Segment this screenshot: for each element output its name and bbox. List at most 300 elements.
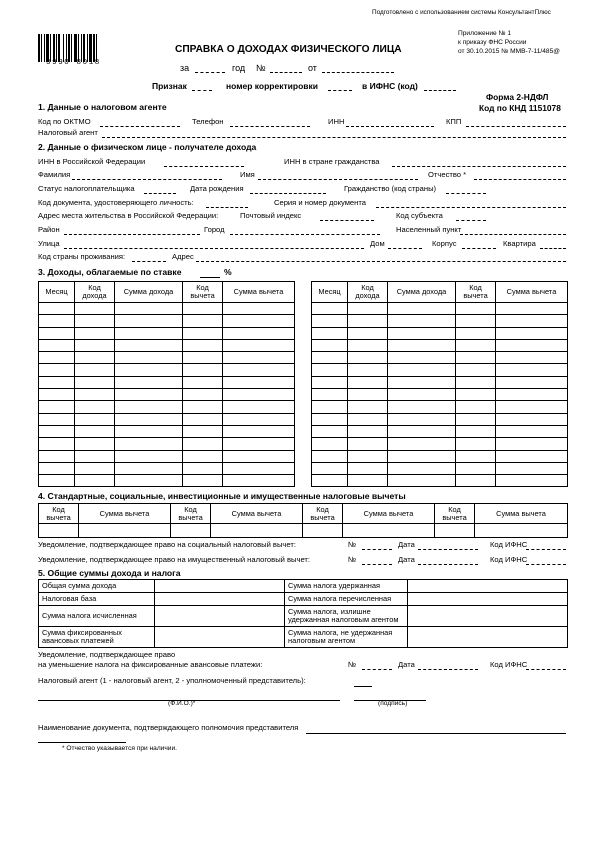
deduction-code-cell[interactable] bbox=[303, 524, 343, 538]
table-cell[interactable] bbox=[348, 413, 388, 425]
table-header-row bbox=[39, 282, 295, 303]
table-row bbox=[312, 352, 568, 364]
postcode-field[interactable] bbox=[320, 220, 374, 221]
table-cell[interactable] bbox=[115, 438, 183, 450]
col-deduction-code: Код вычета bbox=[171, 504, 211, 524]
label-name: Имя bbox=[240, 170, 255, 179]
notice-fixed-line-1: Уведомление, подтверждающее право bbox=[38, 650, 176, 659]
col-month: Месяц bbox=[39, 282, 75, 303]
label-phone: Телефон bbox=[192, 117, 224, 126]
table-cell[interactable] bbox=[456, 376, 496, 388]
table-cell[interactable] bbox=[223, 401, 295, 413]
table-cell[interactable] bbox=[388, 376, 456, 388]
table-cell[interactable] bbox=[39, 352, 75, 364]
label-building: Корпус bbox=[432, 239, 457, 248]
table-cell[interactable] bbox=[496, 315, 568, 327]
tax-withheld-value[interactable] bbox=[408, 580, 568, 593]
tax-base-value[interactable] bbox=[155, 593, 285, 606]
agent-field[interactable] bbox=[102, 137, 566, 138]
barcode-number: 3990 8018 bbox=[46, 59, 101, 67]
table-cell[interactable] bbox=[115, 413, 183, 425]
table-cell[interactable] bbox=[348, 327, 388, 339]
page-title: СПРАВКА О ДОХОДАХ ФИЗИЧЕСКОГО ЛИЦА bbox=[175, 44, 402, 55]
year-field[interactable] bbox=[195, 72, 225, 73]
table-row bbox=[312, 389, 568, 401]
fixed-date-field[interactable] bbox=[418, 669, 478, 670]
table-cell[interactable] bbox=[183, 450, 223, 462]
table-cell[interactable] bbox=[115, 462, 183, 474]
property-date-field[interactable] bbox=[418, 564, 478, 565]
table-cell[interactable] bbox=[456, 303, 496, 315]
table-cell[interactable] bbox=[39, 376, 75, 388]
name-field[interactable] bbox=[258, 179, 418, 180]
table-cell[interactable] bbox=[456, 438, 496, 450]
agent-type-field[interactable] bbox=[354, 686, 372, 687]
table-cell[interactable] bbox=[223, 475, 295, 487]
label-agent: Налоговый агент bbox=[38, 128, 98, 137]
deduction-sum-cell[interactable] bbox=[211, 524, 303, 538]
table-cell[interactable] bbox=[223, 438, 295, 450]
table-cell[interactable] bbox=[115, 364, 183, 376]
table-cell[interactable] bbox=[348, 376, 388, 388]
doc-code-field[interactable] bbox=[206, 207, 248, 208]
table-cell[interactable] bbox=[388, 413, 456, 425]
table-cell[interactable] bbox=[496, 352, 568, 364]
label-doc-code: Код документа, удостоверяющего личность: bbox=[38, 198, 194, 207]
table-cell[interactable] bbox=[312, 389, 348, 401]
table-cell[interactable] bbox=[183, 475, 223, 487]
deductions-table bbox=[38, 503, 568, 538]
table-cell[interactable] bbox=[456, 315, 496, 327]
table-cell[interactable] bbox=[456, 339, 496, 351]
col-deduction-sum: Сумма вычета bbox=[343, 504, 435, 524]
table-cell[interactable] bbox=[115, 401, 183, 413]
label-address: Адрес bbox=[172, 252, 194, 261]
table-cell[interactable] bbox=[388, 339, 456, 351]
table-cell[interactable] bbox=[496, 438, 568, 450]
doc-name-field[interactable] bbox=[306, 733, 566, 734]
table-cell[interactable] bbox=[75, 389, 115, 401]
tax-transferred-value[interactable] bbox=[408, 593, 568, 606]
label-ifns: в ИФНС (код) bbox=[362, 81, 418, 91]
table-cell[interactable] bbox=[115, 425, 183, 437]
table-row bbox=[312, 438, 568, 450]
table-cell[interactable] bbox=[223, 425, 295, 437]
barcode-bar bbox=[83, 34, 85, 62]
table-row bbox=[312, 462, 568, 474]
table-cell[interactable] bbox=[115, 315, 183, 327]
table-row bbox=[312, 364, 568, 376]
income-table-left bbox=[38, 281, 295, 487]
apartment-field[interactable] bbox=[540, 248, 566, 249]
table-row bbox=[39, 303, 295, 315]
table-cell[interactable] bbox=[183, 438, 223, 450]
table-cell[interactable] bbox=[75, 438, 115, 450]
signature-caption: (подпись) bbox=[378, 700, 408, 707]
deduction-sum-cell[interactable] bbox=[343, 524, 435, 538]
label-address-rf: Адрес места жительства в Российской Федерации: bbox=[38, 211, 219, 220]
table-cell[interactable] bbox=[312, 462, 348, 474]
section5-title: 5. Общие суммы дохода и налога bbox=[38, 568, 181, 578]
table-cell[interactable] bbox=[496, 425, 568, 437]
table-cell[interactable] bbox=[75, 450, 115, 462]
table-cell[interactable] bbox=[39, 339, 75, 351]
barcode-bar bbox=[89, 34, 92, 62]
table-row bbox=[39, 438, 295, 450]
table-header-row bbox=[39, 504, 568, 524]
label-korr: номер корректировки bbox=[226, 81, 318, 91]
doc-name-label: Наименование документа, подтверждающего полномочия представителя bbox=[38, 723, 299, 732]
deduction-code-cell[interactable] bbox=[171, 524, 211, 538]
label-no: № bbox=[348, 555, 357, 564]
table-cell[interactable] bbox=[115, 450, 183, 462]
label-ifns-code: Код ИФНС bbox=[490, 540, 528, 549]
table-cell[interactable] bbox=[223, 413, 295, 425]
table-cell[interactable] bbox=[388, 352, 456, 364]
priznak-field[interactable] bbox=[192, 90, 212, 91]
table-row bbox=[39, 524, 568, 538]
table-cell[interactable] bbox=[312, 413, 348, 425]
tax-not-withheld-value[interactable] bbox=[408, 627, 568, 648]
table-cell[interactable] bbox=[223, 450, 295, 462]
district-field[interactable] bbox=[64, 234, 200, 235]
table-row bbox=[39, 352, 295, 364]
table-cell[interactable] bbox=[115, 376, 183, 388]
table-cell[interactable] bbox=[223, 339, 295, 351]
total-income-value[interactable] bbox=[155, 580, 285, 593]
table-cell[interactable] bbox=[348, 315, 388, 327]
deduction-code-cell[interactable] bbox=[435, 524, 475, 538]
street-field[interactable] bbox=[64, 248, 364, 249]
table-cell[interactable] bbox=[39, 401, 75, 413]
table-cell[interactable] bbox=[388, 475, 456, 487]
surname-field[interactable] bbox=[72, 179, 222, 180]
table-cell[interactable] bbox=[223, 327, 295, 339]
table-cell[interactable] bbox=[183, 339, 223, 351]
phone-field[interactable] bbox=[230, 126, 310, 127]
label-postcode: Почтовый индекс bbox=[240, 211, 302, 220]
rate-field[interactable] bbox=[200, 277, 220, 278]
table-cell[interactable] bbox=[388, 438, 456, 450]
label-ifns-code: Код ИФНС bbox=[490, 660, 528, 669]
table-cell[interactable] bbox=[39, 413, 75, 425]
label-house: Дом bbox=[370, 239, 385, 248]
table-row bbox=[39, 401, 295, 413]
region-field[interactable] bbox=[456, 220, 486, 221]
table-row bbox=[39, 339, 295, 351]
table-cell[interactable] bbox=[388, 425, 456, 437]
table-cell[interactable] bbox=[183, 364, 223, 376]
table-cell[interactable] bbox=[496, 401, 568, 413]
barcode-bar bbox=[56, 34, 57, 62]
table-cell[interactable] bbox=[183, 327, 223, 339]
table-cell[interactable] bbox=[39, 438, 75, 450]
col-deduction-sum: Сумма вычета bbox=[211, 504, 303, 524]
table-cell[interactable] bbox=[348, 352, 388, 364]
social-no-field[interactable] bbox=[362, 549, 392, 550]
header-note: Подготовлено с использованием системы КонсультантПлюс bbox=[372, 9, 551, 16]
kpp-field[interactable] bbox=[466, 126, 566, 127]
table-cell[interactable] bbox=[75, 425, 115, 437]
table-cell[interactable] bbox=[456, 450, 496, 462]
table-cell[interactable] bbox=[312, 327, 348, 339]
table-cell[interactable] bbox=[388, 462, 456, 474]
table-cell[interactable] bbox=[39, 462, 75, 474]
house-field[interactable] bbox=[388, 248, 422, 249]
table-cell[interactable] bbox=[456, 352, 496, 364]
property-ifns-field[interactable] bbox=[526, 564, 566, 565]
label-status: Статус налогоплательщика bbox=[38, 184, 135, 193]
table-cell[interactable] bbox=[75, 339, 115, 351]
table-cell[interactable] bbox=[312, 425, 348, 437]
table-row bbox=[39, 580, 568, 593]
table-cell[interactable] bbox=[183, 401, 223, 413]
label-date: Дата bbox=[398, 555, 415, 564]
notice-social: Уведомление, подтверждающее право на социальный налоговый вычет: bbox=[38, 540, 296, 549]
settlement-field[interactable] bbox=[460, 234, 566, 235]
table-cell[interactable] bbox=[496, 327, 568, 339]
table-cell[interactable] bbox=[223, 352, 295, 364]
table-cell[interactable] bbox=[75, 315, 115, 327]
table-cell[interactable] bbox=[456, 425, 496, 437]
table-header-row bbox=[312, 282, 568, 303]
label-patronymic: Отчество * bbox=[428, 170, 467, 179]
table-cell[interactable] bbox=[388, 401, 456, 413]
col-income-code: Код дохода bbox=[348, 282, 388, 303]
deduction-sum-cell[interactable] bbox=[475, 524, 568, 538]
ifns-field[interactable] bbox=[424, 90, 456, 91]
table-cell[interactable] bbox=[115, 327, 183, 339]
fixed-ifns-field[interactable] bbox=[526, 669, 566, 670]
table-cell[interactable] bbox=[223, 376, 295, 388]
table-cell[interactable] bbox=[183, 413, 223, 425]
label-district: Район bbox=[38, 225, 60, 234]
table-cell[interactable] bbox=[39, 389, 75, 401]
col-income-sum: Сумма дохода bbox=[115, 282, 183, 303]
table-cell[interactable] bbox=[39, 315, 75, 327]
table-cell[interactable] bbox=[496, 389, 568, 401]
table-cell[interactable] bbox=[223, 303, 295, 315]
table-cell[interactable] bbox=[312, 376, 348, 388]
table-cell[interactable] bbox=[223, 389, 295, 401]
table-cell[interactable] bbox=[496, 376, 568, 388]
table-cell[interactable] bbox=[75, 413, 115, 425]
social-ifns-field[interactable] bbox=[526, 549, 566, 550]
table-cell[interactable] bbox=[75, 364, 115, 376]
city-field[interactable] bbox=[230, 234, 380, 235]
table-cell[interactable] bbox=[456, 475, 496, 487]
table-cell[interactable] bbox=[456, 462, 496, 474]
table-cell[interactable] bbox=[312, 303, 348, 315]
barcode-bar bbox=[96, 34, 97, 62]
table-row bbox=[312, 401, 568, 413]
appendix-line-2: к приказу ФНС России bbox=[458, 39, 527, 46]
table-cell[interactable] bbox=[312, 450, 348, 462]
citizenship-field[interactable] bbox=[446, 193, 486, 194]
table-row bbox=[39, 475, 295, 487]
table-cell[interactable] bbox=[388, 450, 456, 462]
korr-field[interactable] bbox=[328, 90, 352, 91]
table-cell[interactable] bbox=[39, 364, 75, 376]
social-date-field[interactable] bbox=[418, 549, 478, 550]
label-no: № bbox=[348, 660, 357, 669]
tax-calculated-value[interactable] bbox=[155, 606, 285, 627]
label-priznak: Признак bbox=[152, 81, 187, 91]
table-cell[interactable] bbox=[39, 475, 75, 487]
table-cell[interactable] bbox=[115, 303, 183, 315]
barcode-bar bbox=[53, 34, 55, 62]
table-cell[interactable] bbox=[115, 475, 183, 487]
table-cell[interactable] bbox=[312, 475, 348, 487]
table-cell[interactable] bbox=[183, 303, 223, 315]
table-cell[interactable] bbox=[496, 364, 568, 376]
table-cell[interactable] bbox=[496, 462, 568, 474]
table-cell[interactable] bbox=[183, 352, 223, 364]
table-cell[interactable] bbox=[312, 364, 348, 376]
table-cell[interactable] bbox=[388, 389, 456, 401]
inn-cit-field[interactable] bbox=[392, 166, 566, 167]
label-date: Дата bbox=[398, 660, 415, 669]
table-row bbox=[39, 364, 295, 376]
label-inn: ИНН bbox=[328, 117, 345, 126]
label-za: за bbox=[180, 63, 190, 73]
label-date: Дата bbox=[398, 540, 415, 549]
deduction-code-cell[interactable] bbox=[39, 524, 79, 538]
label-country-code: Код страны проживания: bbox=[38, 252, 126, 261]
table-cell[interactable] bbox=[312, 401, 348, 413]
address-field[interactable] bbox=[196, 261, 566, 262]
appendix-line-1: Приложение № 1 bbox=[458, 30, 512, 37]
table-cell[interactable] bbox=[75, 401, 115, 413]
barcode-bar bbox=[44, 34, 45, 62]
section1-title: 1. Данные о налоговом агенте bbox=[38, 102, 167, 112]
table-cell[interactable] bbox=[39, 303, 75, 315]
table-cell[interactable] bbox=[39, 425, 75, 437]
table-cell[interactable] bbox=[496, 303, 568, 315]
table-cell[interactable] bbox=[348, 425, 388, 437]
barcode-bar bbox=[46, 34, 49, 62]
tax-overwithheld-value[interactable] bbox=[408, 606, 568, 627]
patronymic-field[interactable] bbox=[474, 179, 566, 180]
table-cell[interactable] bbox=[223, 315, 295, 327]
status-field[interactable] bbox=[144, 193, 176, 194]
table-cell[interactable] bbox=[223, 462, 295, 474]
tax-not-withheld-label: Сумма налога, не удержанная налоговым агентом bbox=[285, 627, 408, 648]
table-cell[interactable] bbox=[39, 327, 75, 339]
table-cell[interactable] bbox=[183, 389, 223, 401]
table-row bbox=[39, 606, 568, 627]
tax-overwithheld-label: Сумма налога, излишне удержанная налоговым агентом bbox=[285, 606, 408, 627]
table-cell[interactable] bbox=[456, 401, 496, 413]
form-name: Форма 2-НДФЛ bbox=[486, 92, 549, 102]
col-deduction-sum: Сумма вычета bbox=[475, 504, 568, 524]
table-cell[interactable] bbox=[388, 315, 456, 327]
tax-calculated-label: Сумма налога исчисленная bbox=[39, 606, 155, 627]
table-cell[interactable] bbox=[312, 438, 348, 450]
table-cell[interactable] bbox=[183, 425, 223, 437]
table-cell[interactable] bbox=[183, 315, 223, 327]
table-cell[interactable] bbox=[496, 413, 568, 425]
table-cell[interactable] bbox=[115, 352, 183, 364]
country-code-field[interactable] bbox=[132, 261, 166, 262]
table-cell[interactable] bbox=[348, 438, 388, 450]
tax-base-label: Налоговая база bbox=[39, 593, 155, 606]
knd-code: Код по КНД 1151078 bbox=[479, 103, 561, 113]
table-cell[interactable] bbox=[115, 339, 183, 351]
table-cell[interactable] bbox=[75, 376, 115, 388]
number-field[interactable] bbox=[270, 72, 302, 73]
label-region: Код субъекта bbox=[396, 211, 443, 220]
table-cell[interactable] bbox=[456, 364, 496, 376]
table-cell[interactable] bbox=[223, 364, 295, 376]
table-cell[interactable] bbox=[183, 376, 223, 388]
inn-rf-field[interactable] bbox=[164, 166, 244, 167]
label-inn-rf: ИНН в Российской Федерации bbox=[38, 157, 146, 166]
table-cell[interactable] bbox=[388, 303, 456, 315]
table-cell[interactable] bbox=[496, 475, 568, 487]
inn-field[interactable] bbox=[346, 126, 434, 127]
notice-fixed-line-2: на уменьшение налога на фиксированные авансовые платежи: bbox=[38, 660, 263, 669]
oktmo-field[interactable] bbox=[100, 126, 180, 127]
doc-series-field[interactable] bbox=[376, 207, 566, 208]
table-row bbox=[39, 627, 568, 648]
table-cell[interactable] bbox=[312, 352, 348, 364]
table-cell[interactable] bbox=[75, 352, 115, 364]
table-cell[interactable] bbox=[496, 450, 568, 462]
table-cell[interactable] bbox=[348, 389, 388, 401]
table-cell[interactable] bbox=[75, 475, 115, 487]
tax-transferred-label: Сумма налога перечисленная bbox=[285, 593, 408, 606]
table-cell[interactable] bbox=[388, 327, 456, 339]
table-cell[interactable] bbox=[75, 327, 115, 339]
table-cell[interactable] bbox=[115, 389, 183, 401]
table-cell[interactable] bbox=[348, 303, 388, 315]
table-cell[interactable] bbox=[388, 364, 456, 376]
table-row bbox=[312, 303, 568, 315]
table-cell[interactable] bbox=[348, 462, 388, 474]
barcode-bar bbox=[41, 34, 42, 62]
table-cell[interactable] bbox=[348, 339, 388, 351]
table-row bbox=[39, 327, 295, 339]
table-cell[interactable] bbox=[39, 450, 75, 462]
table-cell[interactable] bbox=[456, 413, 496, 425]
barcode-bar bbox=[66, 34, 67, 62]
date-field[interactable] bbox=[322, 72, 394, 73]
table-cell[interactable] bbox=[348, 364, 388, 376]
birthdate-field[interactable] bbox=[250, 193, 326, 194]
table-cell[interactable] bbox=[348, 450, 388, 462]
table-cell[interactable] bbox=[456, 389, 496, 401]
property-no-field[interactable] bbox=[362, 564, 392, 565]
deduction-sum-cell[interactable] bbox=[79, 524, 171, 538]
table-cell[interactable] bbox=[312, 315, 348, 327]
table-cell[interactable] bbox=[348, 401, 388, 413]
fixed-advance-label: Сумма фиксированных авансовых платежей bbox=[39, 627, 155, 648]
building-field[interactable] bbox=[462, 248, 496, 249]
table-cell[interactable] bbox=[348, 475, 388, 487]
table-cell[interactable] bbox=[75, 303, 115, 315]
table-cell[interactable] bbox=[75, 462, 115, 474]
fixed-advance-value[interactable] bbox=[155, 627, 285, 648]
label-street: Улица bbox=[38, 239, 60, 248]
table-cell[interactable] bbox=[496, 339, 568, 351]
table-row bbox=[312, 315, 568, 327]
fixed-no-field[interactable] bbox=[362, 669, 392, 670]
table-cell[interactable] bbox=[312, 339, 348, 351]
table-cell[interactable] bbox=[456, 327, 496, 339]
table-cell[interactable] bbox=[183, 462, 223, 474]
label-ifns-code: Код ИФНС bbox=[490, 555, 528, 564]
